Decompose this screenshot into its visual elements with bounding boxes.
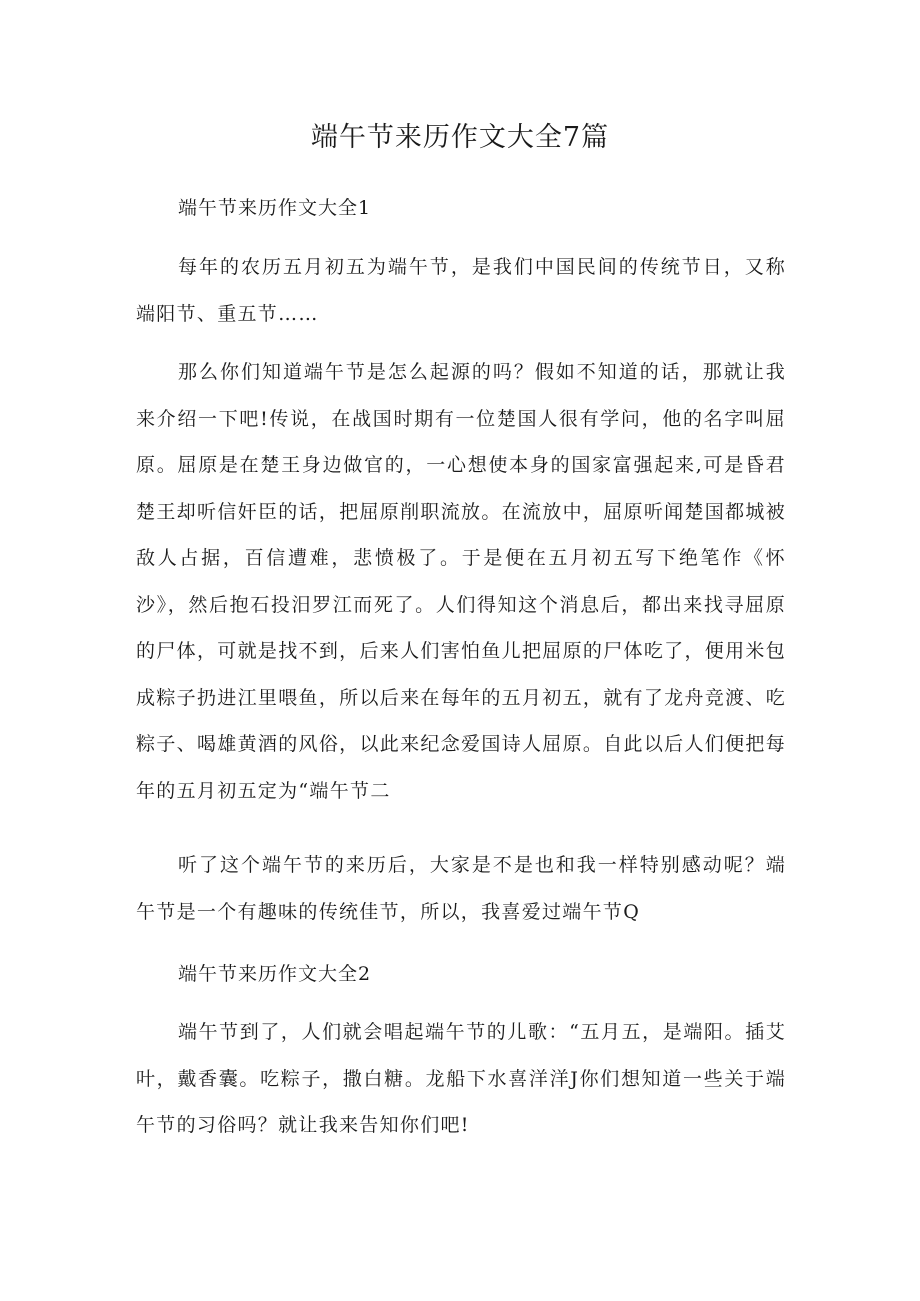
document-title: 端午节来历作文大全7篇 <box>310 122 610 153</box>
paragraph-1-1: 每年的农历五月初五为端午节，是我们中国民间的传统节日，又称端阳节、重五节…… <box>136 256 786 325</box>
paragraph-1-3: 听了这个端午节的来历后，大家是不是也和我一样特别感动呢？端午节是一个有趣味的传统佳节，所以，我喜爱过端午节Q <box>136 854 786 923</box>
section-heading-2: 端午节来历作文大全2 <box>178 963 372 985</box>
paragraph-1-2: 那么你们知道端午节是怎么起源的吗？假如不知道的话，那就让我来介绍一下吧!传说，在战国时期有一位楚国人很有学问，他的名字叫屈原。屈原是在楚王身边做官的，一心想使本身的国家富强起来,可是昏君楚王却听信奸臣的话，把屈原削职流放。在流放中，屈原听闻楚国都城被敌人占据，百信遭难，悲愤极了。于是便在五月初五写下绝笔作《怀沙》，然后抱石投汨罗江而死了。人们得知这个消息后，都出来找寻屈原的尸体，可就是找不到，后来人们害怕鱼儿把屈原的尸体吃了，便用米包成粽子扔进江里喂鱼，所以后来在每年的五月初五，就有了龙舟竞渡、吃粽子、喝雄黄酒的风俗，以此来纪念爱国诗人屈原。自此以后人们便把每年的五月初五定为“端午节二 <box>136 361 786 802</box>
paragraph-2-1: 端午节到了，人们就会唱起端午节的儿歌：“五月五，是端阳。插艾叶，戴香囊。吃粽子，撒白糖。龙船下水喜洋洋J你们想知道一些关于端午节的习俗吗？就让我来告知你们吧! <box>136 1021 786 1136</box>
section-heading-1: 端午节来历作文大全1 <box>178 197 372 219</box>
